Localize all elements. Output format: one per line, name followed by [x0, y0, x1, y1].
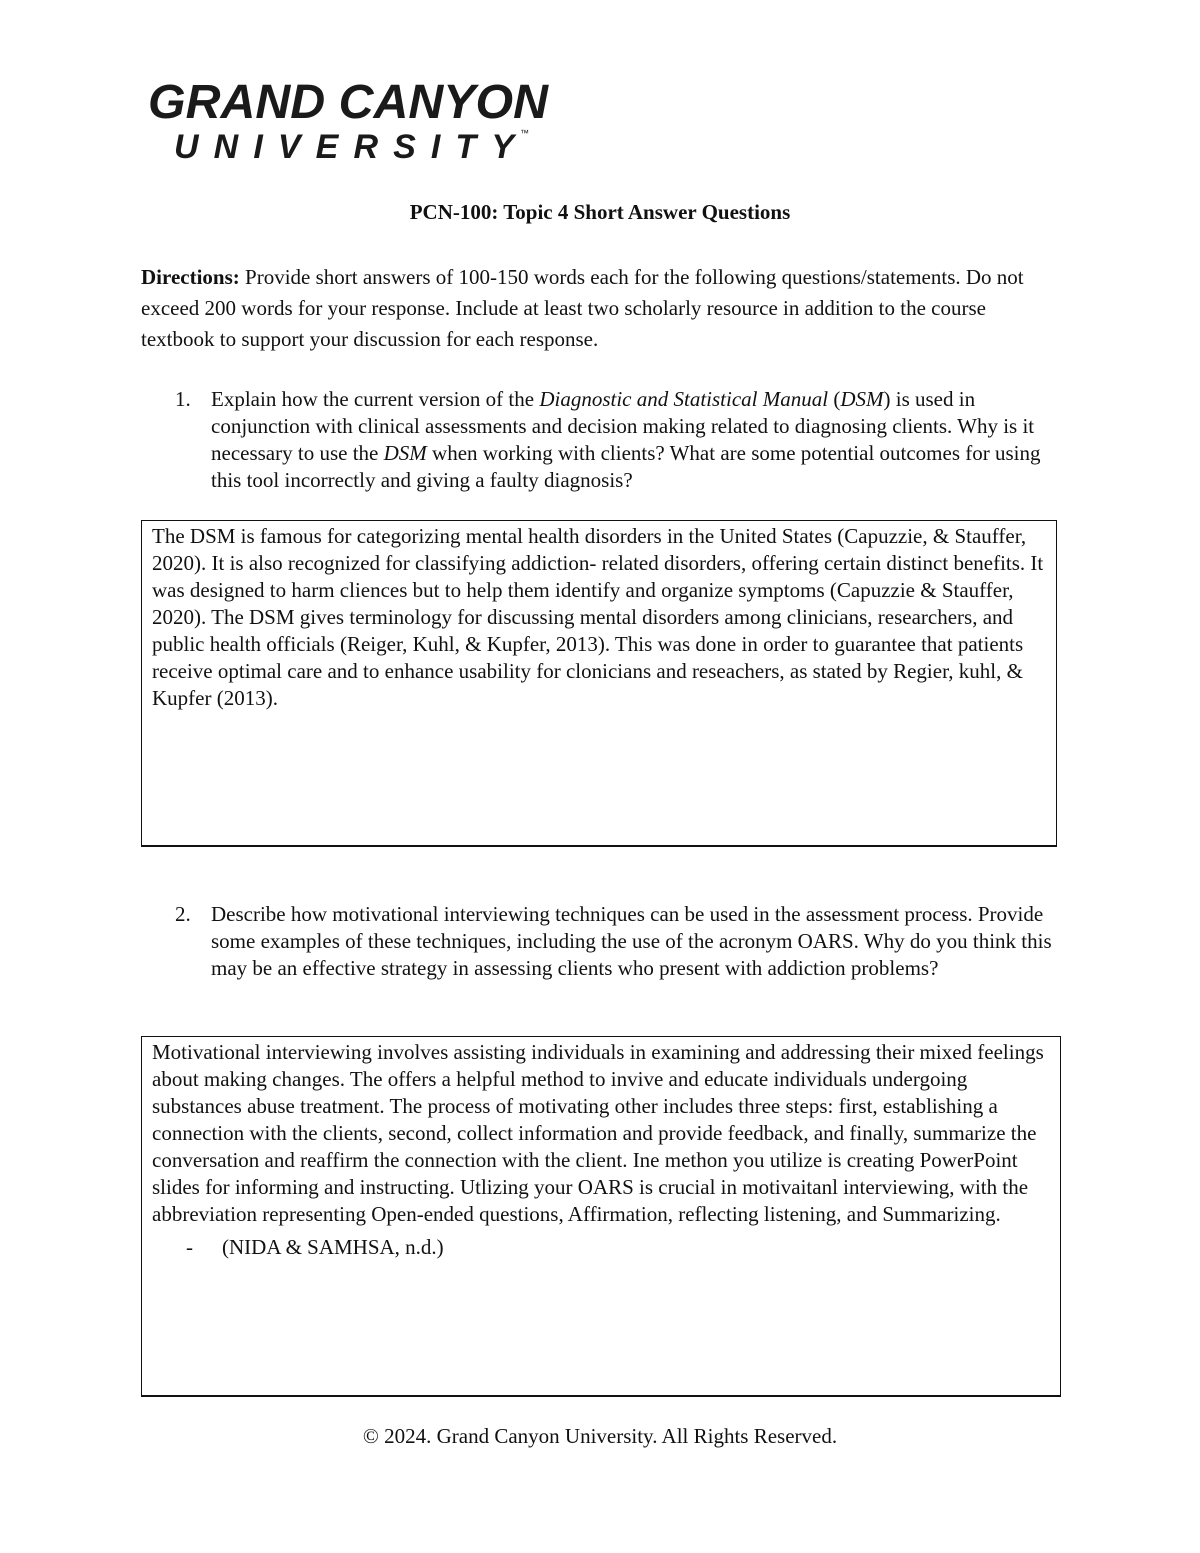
- logo-line-1: GRAND CANYON: [148, 76, 550, 129]
- copyright-footer: © 2024. Grand Canyon University. All Rights Reserved.: [362, 1424, 838, 1448]
- citation-text: (NIDA & SAMHSA, n.d.): [222, 1235, 444, 1259]
- question-text: Describe how motivational interviewing techniques can be used in the assessment process. Provide some examples of these techniques, including the use of the acronym OARS. Why do you think this may be an effective strategy in assessing clients who present with addiction problems?: [211, 902, 1052, 980]
- university-logo: [146, 74, 556, 166]
- question-text: Explain how the current version of the Diagnostic and Statistical Manual (DSM) is used in conjunction with clinical assessments and decision making related to diagnosing clients. Why is it necessary to use the DSM when working with clients? What are some potential outcomes for using this tool incorrectly and giving a faulty diagnosis?: [211, 387, 1041, 492]
- directions-paragraph: [141, 262, 1061, 355]
- question-number: 1.: [175, 387, 191, 411]
- document-title: PCN-100: Topic 4 Short Answer Questions: [409, 200, 791, 224]
- answer-text: Motivational interviewing involves assisting individuals in examining and addressing their mixed feelings about making changes. The offers a helpful method to invive and educate individuals undergoing substances abuse treatment. The process of motivating other includes three steps: first, establishing a connection with the clients, second, collect information and provide feedback, and finally, summarize the conversation and reaffirm the connection with the client. Ine methon you utilize is creating PowerPoint slides for informing and instructing. Utlizing your OARS is crucial in motivaitanl interviewing, with the abbreviation representing Open-ended questions, Affirmation, reflecting listening, and Summarizing.: [152, 1040, 1044, 1226]
- logo-line-2: UNIVERSITY: [174, 128, 514, 166]
- answer-box-2[interactable]: [141, 1036, 1061, 1397]
- question-number: 2.: [175, 902, 191, 926]
- directions-label: Directions:: [141, 265, 240, 289]
- logo-trademark: ™: [520, 128, 529, 138]
- answer-text: The DSM is famous for categorizing mental health disorders in the United States (Capuzzie, & Stauffer, 2020). It is also recognized for classifying addiction- related disorders, offering certain distinct benefits. It was designed to harm cliences but to help them identify and organize symptoms (Capuzzie & Stauffer, 2020). The DSM gives terminology for discussing mental disorders among clinicians, researchers, and public health officials (Reiger, Kuhl, & Kupfer, 2013). This was done in order to guarantee that patients receive optimal care and to enhance usability for clonicians and reseachers, as stated by Regier, kuhl, & Kupfer (2013).: [152, 524, 1044, 710]
- question-2: [141, 901, 1061, 982]
- directions-text: Provide short answers of 100-150 words each for the following questions/statements. Do not exceed 200 words for your response. Include at least two scholarly resource in addition to the course textbook to support your discussion for each response.: [141, 265, 1024, 351]
- answer-box-1[interactable]: [141, 520, 1057, 847]
- citation-dash: -: [186, 1235, 193, 1259]
- citation-item: [152, 1234, 1050, 1261]
- question-1: [141, 386, 1061, 494]
